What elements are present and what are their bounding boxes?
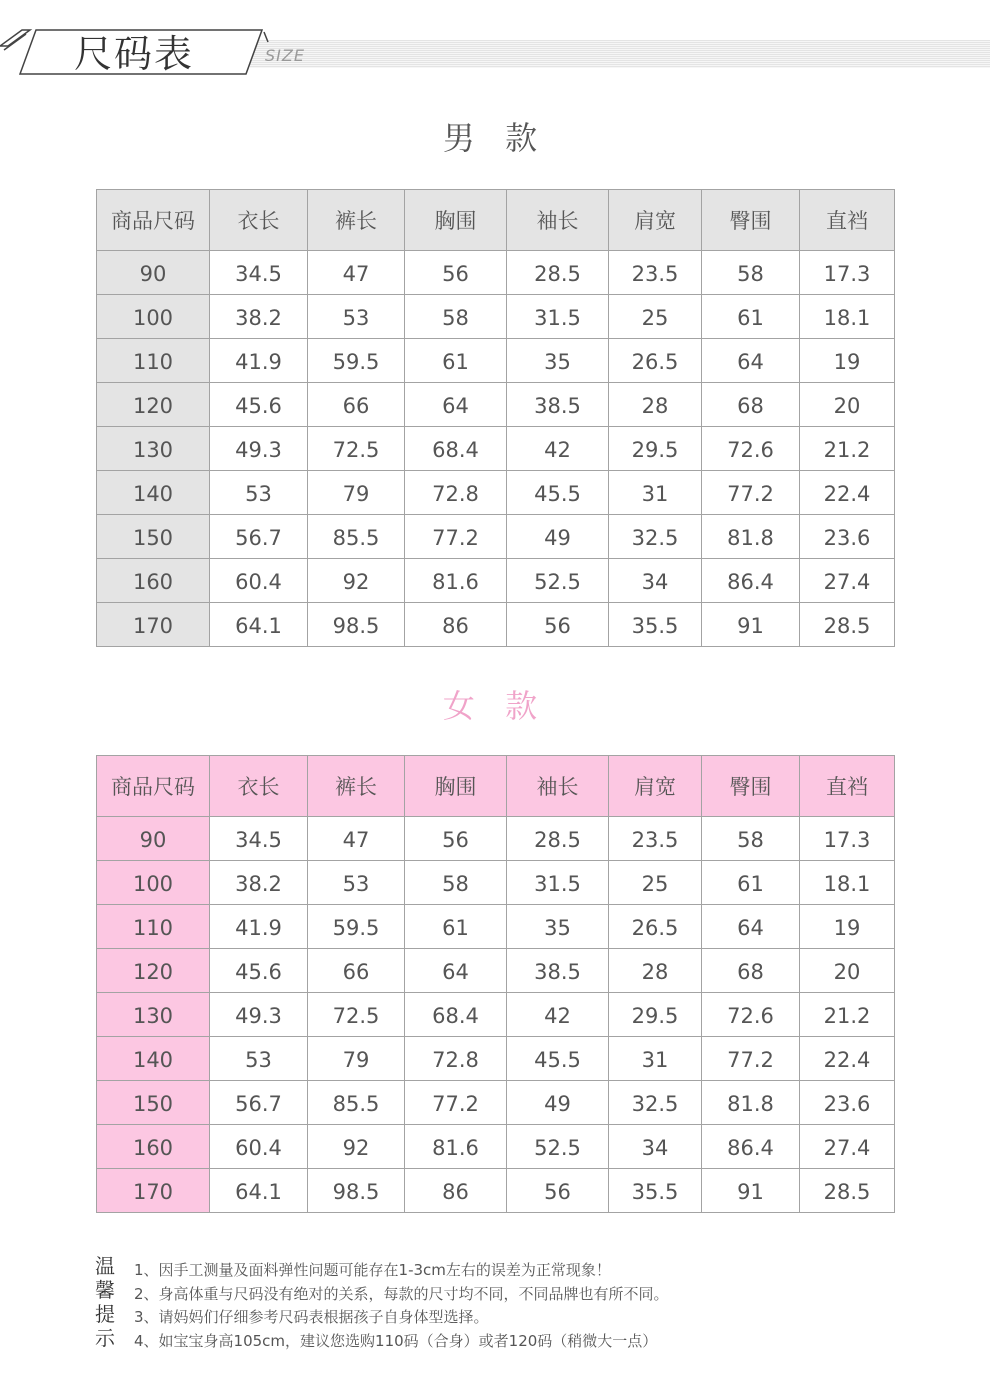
measurement-cell: 98.5 xyxy=(308,1169,405,1213)
table-header-row xyxy=(97,756,895,817)
measurement-cell: 56.7 xyxy=(210,515,308,559)
measurement-cell: 60.4 xyxy=(210,1125,308,1169)
table-row xyxy=(97,949,895,993)
measurement-cell: 59.5 xyxy=(308,339,405,383)
tips-label xyxy=(95,1254,121,1350)
measurement-cell: 45.5 xyxy=(507,1037,609,1081)
column-header: 臀围 xyxy=(702,190,800,251)
measurement-cell: 98.5 xyxy=(308,603,405,647)
measurement-cell: 45.6 xyxy=(210,383,308,427)
measurement-cell: 49.3 xyxy=(210,427,308,471)
measurement-cell: 68.4 xyxy=(405,427,507,471)
measurement-cell: 25 xyxy=(609,861,702,905)
page-title: 尺码表 xyxy=(74,32,195,76)
measurement-cell: 86.4 xyxy=(702,1125,800,1169)
column-header: 裤长 xyxy=(308,756,405,817)
size-cell: 120 xyxy=(97,383,210,427)
measurement-cell: 52.5 xyxy=(507,559,609,603)
measurement-cell: 53 xyxy=(210,471,308,515)
measurement-cell: 18.1 xyxy=(800,295,895,339)
measurement-cell: 34.5 xyxy=(210,251,308,295)
measurement-cell: 86 xyxy=(405,603,507,647)
measurement-cell: 77.2 xyxy=(702,1037,800,1081)
measurement-cell: 81.6 xyxy=(405,1125,507,1169)
measurement-cell: 28 xyxy=(609,383,702,427)
measurement-cell: 72.8 xyxy=(405,1037,507,1081)
measurement-cell: 34 xyxy=(609,559,702,603)
measurement-cell: 56 xyxy=(507,1169,609,1213)
column-header: 胸围 xyxy=(405,756,507,817)
table-header-row xyxy=(97,190,895,251)
measurement-cell: 72.6 xyxy=(702,427,800,471)
size-cell: 130 xyxy=(97,993,210,1037)
column-header: 袖长 xyxy=(507,756,609,817)
size-cell: 140 xyxy=(97,471,210,515)
measurement-cell: 23.6 xyxy=(800,515,895,559)
measurement-cell: 85.5 xyxy=(308,515,405,559)
size-cell: 110 xyxy=(97,339,210,383)
table-row xyxy=(97,905,895,949)
measurement-cell: 29.5 xyxy=(609,993,702,1037)
measurement-cell: 38.2 xyxy=(210,861,308,905)
measurement-cell: 42 xyxy=(507,993,609,1037)
measurement-cell: 60.4 xyxy=(210,559,308,603)
measurement-cell: 72.5 xyxy=(308,427,405,471)
tips-label-char: 温 xyxy=(95,1254,115,1278)
measurement-cell: 25 xyxy=(609,295,702,339)
column-header: 商品尺码 xyxy=(97,756,210,817)
measurement-cell: 20 xyxy=(800,949,895,993)
measurement-cell: 35.5 xyxy=(609,603,702,647)
column-header: 胸围 xyxy=(405,190,507,251)
measurement-cell: 19 xyxy=(800,339,895,383)
measurement-cell: 64 xyxy=(405,383,507,427)
measurement-cell: 58 xyxy=(405,861,507,905)
tips-list xyxy=(134,1259,669,1353)
size-cell: 90 xyxy=(97,251,210,295)
measurement-cell: 64 xyxy=(702,339,800,383)
female-section-title: 女 款 xyxy=(442,687,548,725)
measurement-cell: 49 xyxy=(507,515,609,559)
measurement-cell: 58 xyxy=(405,295,507,339)
measurement-cell: 17.3 xyxy=(800,251,895,295)
measurement-cell: 28.5 xyxy=(507,251,609,295)
table-row xyxy=(97,1081,895,1125)
measurement-cell: 79 xyxy=(308,471,405,515)
measurement-cell: 79 xyxy=(308,1037,405,1081)
measurement-cell: 72.6 xyxy=(702,993,800,1037)
size-cell: 100 xyxy=(97,295,210,339)
size-cell: 150 xyxy=(97,515,210,559)
measurement-cell: 56 xyxy=(405,251,507,295)
measurement-cell: 26.5 xyxy=(609,905,702,949)
measurement-cell: 27.4 xyxy=(800,1125,895,1169)
measurement-cell: 86.4 xyxy=(702,559,800,603)
banner-stripe xyxy=(250,40,990,68)
column-header: 臀围 xyxy=(702,756,800,817)
measurement-cell: 59.5 xyxy=(308,905,405,949)
measurement-cell: 20 xyxy=(800,383,895,427)
size-cell: 170 xyxy=(97,603,210,647)
column-header: 衣长 xyxy=(210,190,308,251)
measurement-cell: 58 xyxy=(702,251,800,295)
measurement-cell: 22.4 xyxy=(800,1037,895,1081)
female-table-body xyxy=(97,817,895,1213)
measurement-cell: 34 xyxy=(609,1125,702,1169)
measurement-cell: 29.5 xyxy=(609,427,702,471)
header-banner xyxy=(0,28,990,76)
measurement-cell: 61 xyxy=(405,905,507,949)
column-header: 直裆 xyxy=(800,756,895,817)
measurement-cell: 47 xyxy=(308,817,405,861)
measurement-cell: 31 xyxy=(609,1037,702,1081)
measurement-cell: 77.2 xyxy=(405,515,507,559)
measurement-cell: 23.5 xyxy=(609,251,702,295)
table-row xyxy=(97,251,895,295)
tips-label-char: 示 xyxy=(95,1326,115,1350)
male-size-table xyxy=(96,189,895,647)
measurement-cell: 45.6 xyxy=(210,949,308,993)
measurement-cell: 61 xyxy=(702,861,800,905)
measurement-cell: 53 xyxy=(308,295,405,339)
tip-item: 1、因手工测量及面料弹性问题可能存在1-3cm左右的误差为正常现象！ xyxy=(134,1261,611,1279)
table-row xyxy=(97,515,895,559)
measurement-cell: 45.5 xyxy=(507,471,609,515)
measurement-cell: 28.5 xyxy=(800,1169,895,1213)
size-cell: 160 xyxy=(97,559,210,603)
measurement-cell: 27.4 xyxy=(800,559,895,603)
measurement-cell: 19 xyxy=(800,905,895,949)
measurement-cell: 41.9 xyxy=(210,905,308,949)
measurement-cell: 35 xyxy=(507,905,609,949)
measurement-cell: 31.5 xyxy=(507,861,609,905)
measurement-cell: 26.5 xyxy=(609,339,702,383)
column-header: 袖长 xyxy=(507,190,609,251)
measurement-cell: 38.5 xyxy=(507,383,609,427)
tip-item: 3、请妈妈们仔细参考尺码表根据孩子自身体型选择。 xyxy=(134,1308,489,1326)
measurement-cell: 66 xyxy=(308,949,405,993)
measurement-cell: 86 xyxy=(405,1169,507,1213)
measurement-cell: 56 xyxy=(507,603,609,647)
table-row xyxy=(97,295,895,339)
table-row xyxy=(97,1037,895,1081)
measurement-cell: 72.5 xyxy=(308,993,405,1037)
measurement-cell: 34.5 xyxy=(210,817,308,861)
measurement-cell: 47 xyxy=(308,251,405,295)
measurement-cell: 92 xyxy=(308,1125,405,1169)
measurement-cell: 53 xyxy=(308,861,405,905)
table-row xyxy=(97,861,895,905)
measurement-cell: 61 xyxy=(702,295,800,339)
table-row xyxy=(97,339,895,383)
measurement-cell: 32.5 xyxy=(609,515,702,559)
column-header: 肩宽 xyxy=(609,190,702,251)
measurement-cell: 38.5 xyxy=(507,949,609,993)
column-header: 直裆 xyxy=(800,190,895,251)
measurement-cell: 64.1 xyxy=(210,603,308,647)
measurement-cell: 41.9 xyxy=(210,339,308,383)
measurement-cell: 77.2 xyxy=(405,1081,507,1125)
male-section-title: 男 款 xyxy=(442,119,548,157)
table-row xyxy=(97,603,895,647)
measurement-cell: 56.7 xyxy=(210,1081,308,1125)
measurement-cell: 64.1 xyxy=(210,1169,308,1213)
measurement-cell: 68 xyxy=(702,949,800,993)
measurement-cell: 31 xyxy=(609,471,702,515)
measurement-cell: 68 xyxy=(702,383,800,427)
tip-item: 2、身高体重与尺码没有绝对的关系，每款的尺寸均不同，不同品牌也有所不同。 xyxy=(134,1284,669,1303)
size-cell: 110 xyxy=(97,905,210,949)
size-cell: 100 xyxy=(97,861,210,905)
table-row xyxy=(97,1125,895,1169)
measurement-cell: 58 xyxy=(702,817,800,861)
measurement-cell: 64 xyxy=(702,905,800,949)
measurement-cell: 81.8 xyxy=(702,1081,800,1125)
size-cell: 120 xyxy=(97,949,210,993)
size-cell: 150 xyxy=(97,1081,210,1125)
size-cell: 170 xyxy=(97,1169,210,1213)
measurement-cell: 35 xyxy=(507,339,609,383)
page-subtitle: SIZE xyxy=(265,46,305,65)
measurement-cell: 91 xyxy=(702,1169,800,1213)
measurement-cell: 52.5 xyxy=(507,1125,609,1169)
measurement-cell: 53 xyxy=(210,1037,308,1081)
measurement-cell: 49.3 xyxy=(210,993,308,1037)
male-table-body xyxy=(97,251,895,647)
column-header: 衣长 xyxy=(210,756,308,817)
column-header: 裤长 xyxy=(308,190,405,251)
measurement-cell: 28 xyxy=(609,949,702,993)
measurement-cell: 28.5 xyxy=(507,817,609,861)
size-cell: 90 xyxy=(97,817,210,861)
measurement-cell: 42 xyxy=(507,427,609,471)
tips-label-char: 提 xyxy=(95,1302,115,1326)
measurement-cell: 23.5 xyxy=(609,817,702,861)
female-size-table xyxy=(96,755,895,1213)
measurement-cell: 68.4 xyxy=(405,993,507,1037)
measurement-cell: 35.5 xyxy=(609,1169,702,1213)
column-header: 肩宽 xyxy=(609,756,702,817)
measurement-cell: 81.8 xyxy=(702,515,800,559)
measurement-cell: 61 xyxy=(405,339,507,383)
table-row xyxy=(97,993,895,1037)
table-row xyxy=(97,383,895,427)
measurement-cell: 21.2 xyxy=(800,993,895,1037)
table-row xyxy=(97,817,895,861)
measurement-cell: 72.8 xyxy=(405,471,507,515)
measurement-cell: 56 xyxy=(405,817,507,861)
size-cell: 160 xyxy=(97,1125,210,1169)
measurement-cell: 81.6 xyxy=(405,559,507,603)
measurement-cell: 23.6 xyxy=(800,1081,895,1125)
measurement-cell: 21.2 xyxy=(800,427,895,471)
table-row xyxy=(97,427,895,471)
tips-label-char: 馨 xyxy=(95,1278,115,1302)
measurement-cell: 49 xyxy=(507,1081,609,1125)
measurement-cell: 32.5 xyxy=(609,1081,702,1125)
measurement-cell: 17.3 xyxy=(800,817,895,861)
table-row xyxy=(97,1169,895,1213)
table-row xyxy=(97,471,895,515)
column-header: 商品尺码 xyxy=(97,190,210,251)
measurement-cell: 22.4 xyxy=(800,471,895,515)
measurement-cell: 91 xyxy=(702,603,800,647)
measurement-cell: 64 xyxy=(405,949,507,993)
measurement-cell: 66 xyxy=(308,383,405,427)
size-cell: 140 xyxy=(97,1037,210,1081)
tip-item: 4、如宝宝身高105cm，建议您选购110码（合身）或者120码（稍微大一点） xyxy=(134,1331,658,1350)
measurement-cell: 28.5 xyxy=(800,603,895,647)
table-row xyxy=(97,559,895,603)
measurement-cell: 85.5 xyxy=(308,1081,405,1125)
measurement-cell: 38.2 xyxy=(210,295,308,339)
measurement-cell: 92 xyxy=(308,559,405,603)
size-cell: 130 xyxy=(97,427,210,471)
measurement-cell: 77.2 xyxy=(702,471,800,515)
measurement-cell: 31.5 xyxy=(507,295,609,339)
measurement-cell: 18.1 xyxy=(800,861,895,905)
